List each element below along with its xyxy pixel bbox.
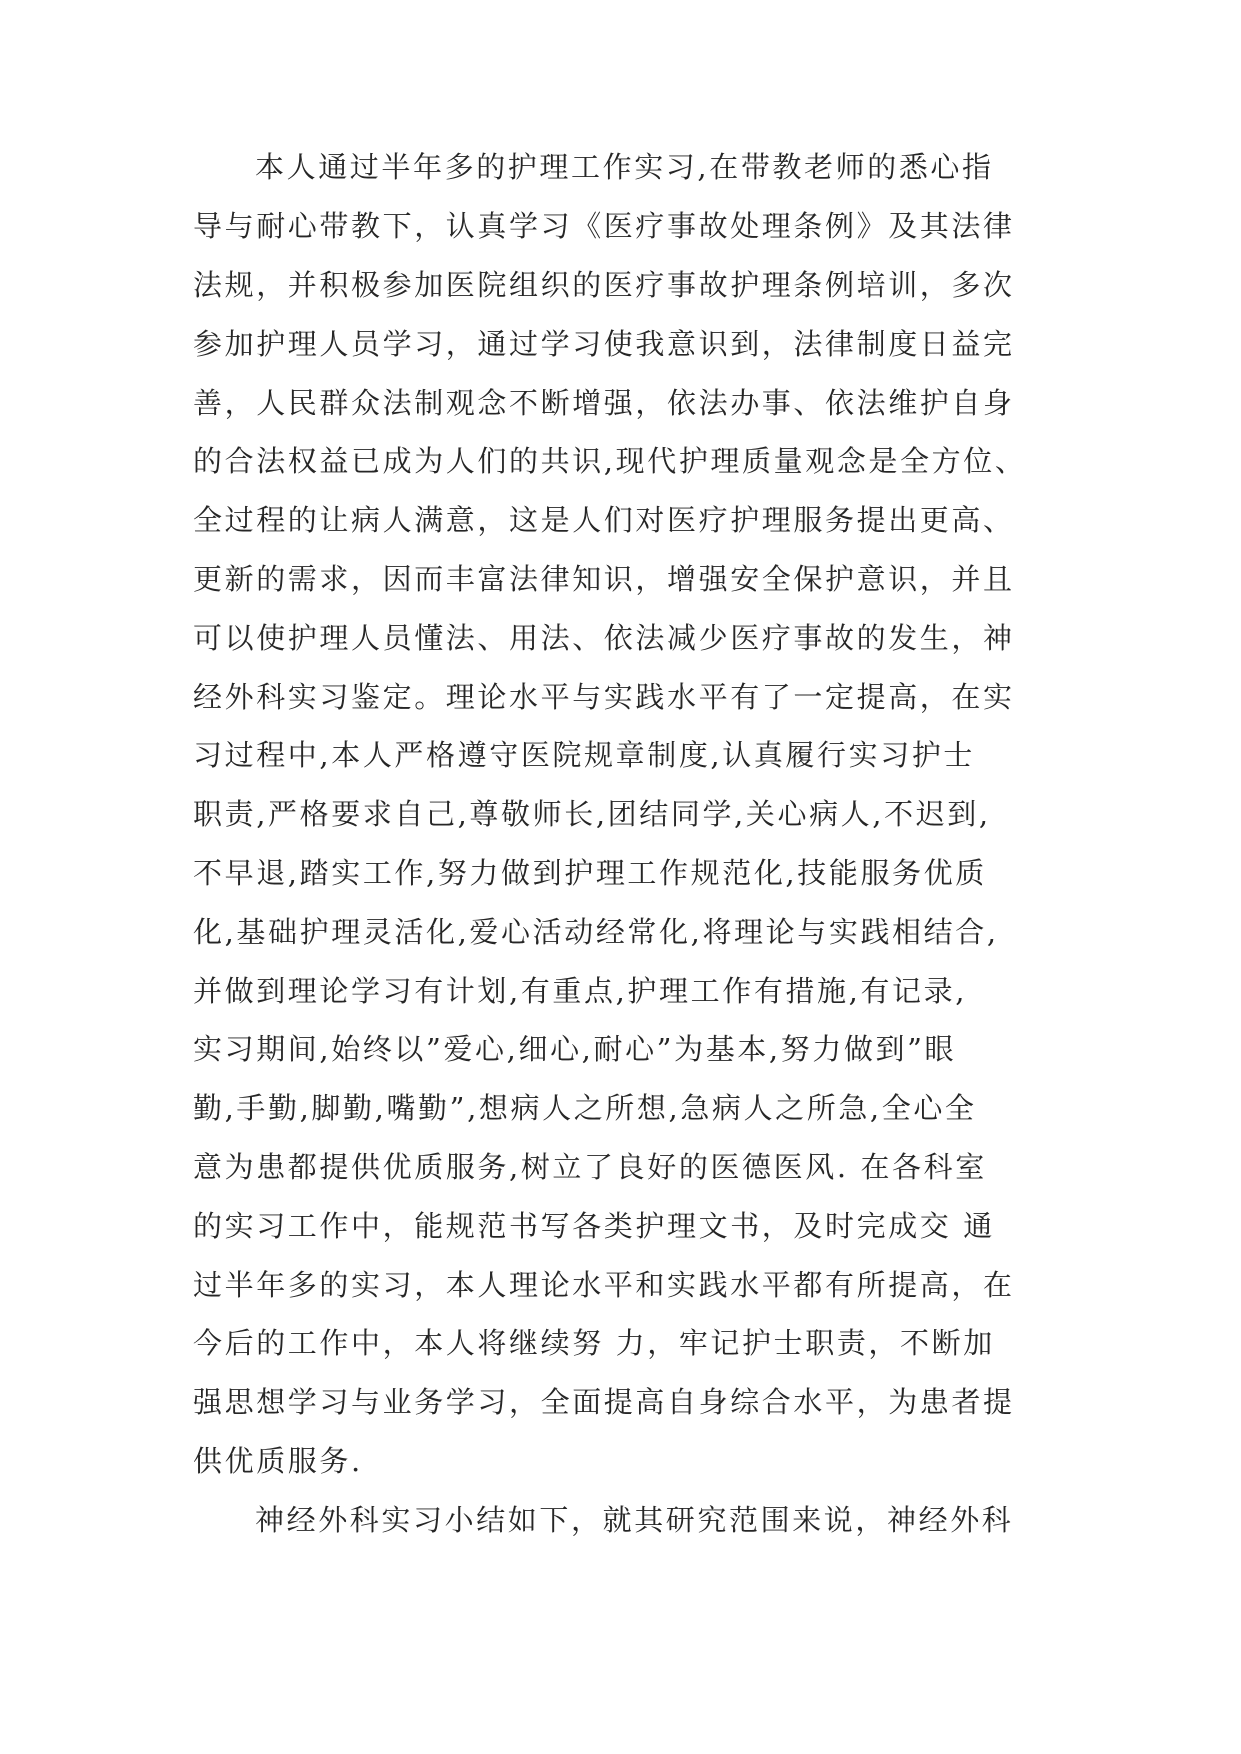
paragraph-line: 的实习工作中，能规范书写各类护理文书，及时完成交 通 bbox=[193, 1209, 995, 1243]
paragraph-line: 意为患都提供优质服务,树立了良好的医德医风. 在各科室 bbox=[193, 1150, 987, 1184]
paragraph-line: 化,基础护理灵活化,爱心活动经常化,将理论与实践相结合, bbox=[193, 915, 999, 949]
paragraph-line: 今后的工作中，本人将继续努 力，牢记护士职责，不断加 bbox=[193, 1326, 995, 1360]
paragraph-line: 勤,手勤,脚勤,嘴勤”,想病人之所想,急病人之所急,全心全 bbox=[193, 1091, 977, 1125]
paragraph-line: 的合法权益已成为人们的共识,现代护理质量观念是全方位、 bbox=[193, 444, 1027, 478]
paragraph-line: 经外科实习鉴定。理论水平与实践水平有了一定提高，在实 bbox=[193, 680, 1015, 714]
paragraph-line: 更新的需求，因而丰富法律知识，增强安全保护意识，并且 bbox=[193, 562, 1015, 596]
paragraph-line: 强思想学习与业务学习，全面提高自身综合水平，为患者提 bbox=[193, 1385, 1015, 1419]
paragraph-line: 习过程中,本人严格遵守医院规章制度,认真履行实习护士 bbox=[193, 738, 976, 772]
paragraph-line: 实习期间,始终以”爱心,细心,耐心”为基本,努力做到”眼 bbox=[193, 1032, 957, 1066]
paragraph-line: 本人通过半年多的护理工作实习,在带教老师的悉心指 bbox=[255, 150, 994, 184]
paragraph-line: 可以使护理人员懂法、用法、依法减少医疗事故的发生，神 bbox=[193, 621, 1015, 655]
paragraph-line: 神经外科实习小结如下，就其研究范围来说，神经外科 bbox=[255, 1503, 1014, 1537]
paragraph-line: 过半年多的实习，本人理论水平和实践水平都有所提高，在 bbox=[193, 1268, 1015, 1302]
paragraph-line: 全过程的让病人满意，这是人们对医疗护理服务提出更高、 bbox=[193, 503, 1015, 537]
paragraph-line: 导与耐心带教下，认真学习《医疗事故处理条例》及其法律 bbox=[193, 209, 1015, 243]
paragraph-line: 参加护理人员学习，通过学习使我意识到，法律制度日益完 bbox=[193, 327, 1015, 361]
paragraph-line: 并做到理论学习有计划,有重点,护理工作有措施,有记录, bbox=[193, 974, 968, 1008]
paragraph-line: 不早退,踏实工作,努力做到护理工作规范化,技能服务优质 bbox=[193, 856, 987, 890]
paragraph-line: 职责,严格要求自己,尊敬师长,团结同学,关心病人,不迟到, bbox=[193, 797, 991, 831]
paragraph-line: 供优质服务. bbox=[193, 1444, 363, 1478]
paragraph-line: 善，人民群众法制观念不断增强，依法办事、依法维护自身 bbox=[193, 386, 1015, 420]
paragraph-line: 法规，并积极参加医院组织的医疗事故护理条例培训，多次 bbox=[193, 268, 1015, 302]
